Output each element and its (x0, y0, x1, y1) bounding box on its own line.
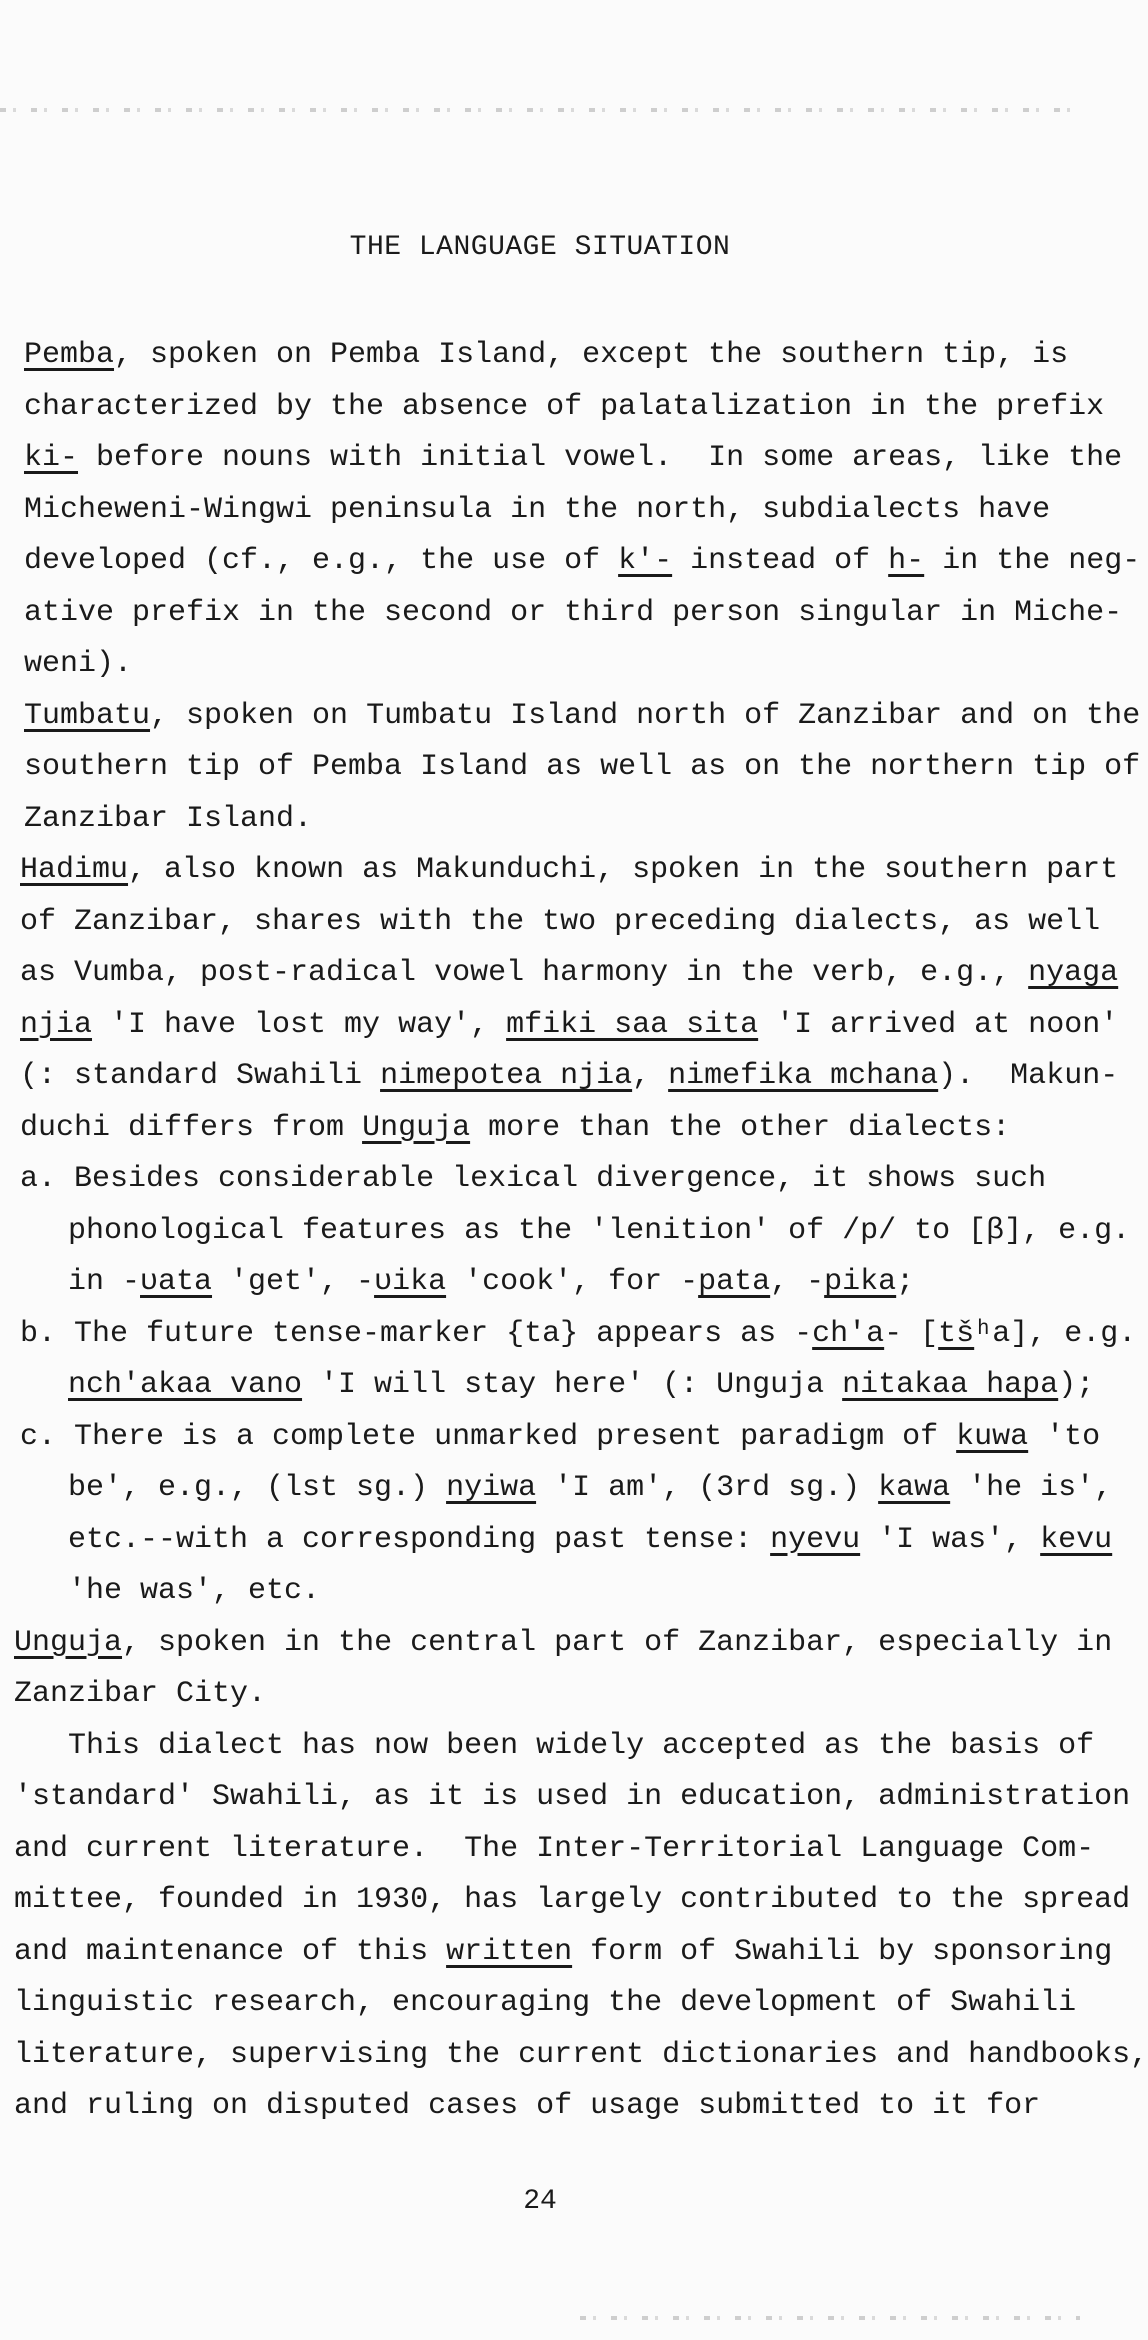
text-segment: c. There is a complete unmarked present paradigm of (20, 1419, 957, 1454)
text-segment: , (632, 1059, 669, 1093)
text-segment: 'I am', (3rd sg.) (536, 1471, 879, 1505)
text-line (0, 1618, 1113, 1670)
underlined-term: Unguja (14, 1625, 123, 1660)
text-segment: ʰa], e.g. (974, 1316, 1137, 1351)
body-text (0, 330, 1148, 2133)
underlined-term: k'- (618, 544, 673, 578)
underlined-term: ʋata (140, 1265, 213, 1299)
text-segment: 'I have lost my way', (92, 1007, 507, 1042)
text-segment: southern tip of Pemba Island as well as on the northern tip of (24, 750, 1141, 784)
underlined-term: Pemba (24, 338, 115, 372)
text-segment: 'he was', etc. (68, 1574, 321, 1608)
text-line (0, 1669, 1080, 1721)
text-segment: , - (770, 1265, 825, 1299)
text-segment: etc.--with a corresponding past tense: (68, 1522, 771, 1557)
text-line (0, 1824, 1095, 1876)
underlined-term: ʋika (374, 1265, 447, 1299)
underlined-term: nyiwa (446, 1471, 537, 1505)
text-segment: before nouns with initial vowel. In some areas, like the (78, 441, 1123, 475)
text-line (0, 1566, 1080, 1618)
text-line (0, 1000, 1119, 1052)
text-segment: ). Makun- (938, 1059, 1119, 1093)
text-line (0, 845, 1119, 897)
text-segment: (: standard Swahili (20, 1059, 381, 1093)
text-line (0, 742, 1141, 794)
underlined-term: pata (698, 1265, 771, 1299)
text-line (0, 1463, 1113, 1515)
text-line (0, 1927, 1113, 1979)
text-segment: - [ (884, 1316, 939, 1351)
text-segment: , spoken on Pemba Island, except the southern tip, is (114, 338, 1069, 372)
text-segment: ); (1058, 1368, 1095, 1402)
underlined-term: Hadimu (20, 853, 129, 887)
text-segment: of Zanzibar, shares with the two preceding dialects, as well (20, 904, 1101, 939)
text-segment: developed (cf., e.g., the use of (24, 544, 619, 578)
text-line (0, 1257, 1080, 1309)
text-segment: Zanzibar Island. (24, 801, 313, 836)
underlined-term: pika (824, 1265, 897, 1299)
text-segment: 'standard' Swahili, as it is used in education, administration (14, 1780, 1131, 1814)
text-segment: in - (68, 1265, 141, 1299)
text-line (0, 1978, 1080, 2030)
text-line (0, 948, 1119, 1000)
text-segment: , also known as Makunduchi, spoken in the southern part (128, 853, 1119, 887)
text-line (0, 691, 1141, 743)
page-number: 24 (523, 2186, 557, 2217)
text-line (0, 588, 1123, 640)
underlined-term: nch'akaa vano (68, 1368, 303, 1402)
underlined-term: tš (938, 1316, 975, 1351)
text-line (0, 1412, 1101, 1464)
underlined-term: kevu (1040, 1522, 1113, 1557)
text-segment: more than the other dialects: (470, 1110, 1011, 1145)
text-segment: and current literature. The Inter-Territorial Language Com- (14, 1831, 1095, 1866)
scan-artifact-bottom (580, 2316, 1080, 2320)
text-line (0, 1360, 1095, 1412)
text-segment: This dialect has now been widely accepted as the basis of (14, 1728, 1095, 1763)
text-segment: , spoken on Tumbatu Island north of Zanzibar and on the (150, 698, 1141, 733)
text-segment: , spoken in the central part of Zanzibar, especially in (122, 1625, 1113, 1660)
text-line (0, 1721, 1095, 1773)
text-segment: 'cook', for - (446, 1265, 699, 1299)
underlined-term: written (446, 1934, 573, 1969)
text-line (0, 1309, 1137, 1361)
page-title: THE LANGUAGE SITUATION (349, 232, 731, 263)
underlined-term: nimepotea njia (380, 1059, 633, 1093)
underlined-term: mfiki saa sita (506, 1007, 759, 1042)
text-segment: 'he is', (950, 1471, 1113, 1505)
text-segment: form of Swahili by sponsoring (572, 1934, 1113, 1969)
text-segment: a. Besides considerable lexical divergence, it shows such (20, 1162, 1047, 1196)
text-line (0, 1875, 1131, 1927)
text-line (0, 536, 1141, 588)
underlined-term: nitakaa hapa (842, 1368, 1059, 1402)
underlined-term: kuwa (956, 1419, 1029, 1454)
text-line (0, 1515, 1113, 1567)
text-segment: b. The future tense-marker {ta} appears as - (20, 1316, 813, 1351)
text-line (0, 639, 1080, 691)
text-line (0, 897, 1101, 949)
text-segment: characterized by the absence of palatalization in the prefix (24, 389, 1105, 424)
text-segment: linguistic research, encouraging the development of Swahili (14, 1986, 1077, 2020)
underlined-term: Tumbatu (24, 698, 151, 733)
underlined-term: nyevu (770, 1522, 861, 1557)
text-segment: literature, supervising the current dictionaries and handbooks, (14, 2037, 1148, 2072)
text-segment: 'I will stay here' (: Unguja (302, 1368, 843, 1402)
underlined-term: ch'a (812, 1316, 885, 1351)
text-line (0, 1154, 1080, 1206)
text-line (0, 485, 1080, 537)
text-line (0, 2030, 1148, 2082)
text-line (0, 330, 1080, 382)
text-segment: be', e.g., (lst sg.) (68, 1471, 447, 1505)
text-line (0, 433, 1123, 485)
scan-artifact-top (0, 108, 1080, 112)
underlined-term: nyaga (1028, 956, 1119, 990)
text-segment: 'to (1028, 1419, 1101, 1454)
underlined-term: h- (888, 544, 925, 578)
text-line (0, 1772, 1131, 1824)
underlined-term: kawa (878, 1471, 951, 1505)
text-line (0, 2081, 1080, 2133)
text-segment: Micheweni-Wingwi peninsula in the north, subdialects have (24, 492, 1051, 527)
text-segment: as Vumba, post-radical vowel harmony in the verb, e.g., (20, 956, 1029, 990)
text-segment: ; (896, 1265, 915, 1299)
text-segment: and maintenance of this (14, 1934, 447, 1969)
text-line (0, 382, 1105, 434)
text-segment: instead of (672, 544, 889, 578)
text-segment: 'I arrived at noon' (758, 1007, 1119, 1042)
text-segment: ative prefix in the second or third person singular in Miche- (24, 595, 1123, 630)
text-segment: 'I was', (860, 1522, 1041, 1557)
text-segment: mittee, founded in 1930, has largely contributed to the spread (14, 1883, 1131, 1917)
underlined-term: ki- (24, 441, 79, 475)
text-line (0, 794, 1080, 846)
text-line (0, 1051, 1119, 1103)
text-segment: duchi differs from (20, 1110, 363, 1145)
underlined-term: njia (20, 1007, 93, 1042)
text-segment: and ruling on disputed cases of usage submitted to it for (14, 2089, 1041, 2123)
text-segment: in the neg- (924, 544, 1141, 578)
text-segment: weni). (24, 647, 133, 681)
text-line (0, 1103, 1080, 1155)
text-segment: 'get', - (212, 1265, 375, 1299)
text-segment: Zanzibar City. (14, 1677, 267, 1711)
underlined-term: nimefika mchana (668, 1059, 939, 1093)
underlined-term: Unguja (362, 1110, 471, 1145)
text-segment: phonological features as the 'lenition' of /p/ to [β], e.g. (68, 1213, 1131, 1248)
text-line (0, 1206, 1131, 1258)
